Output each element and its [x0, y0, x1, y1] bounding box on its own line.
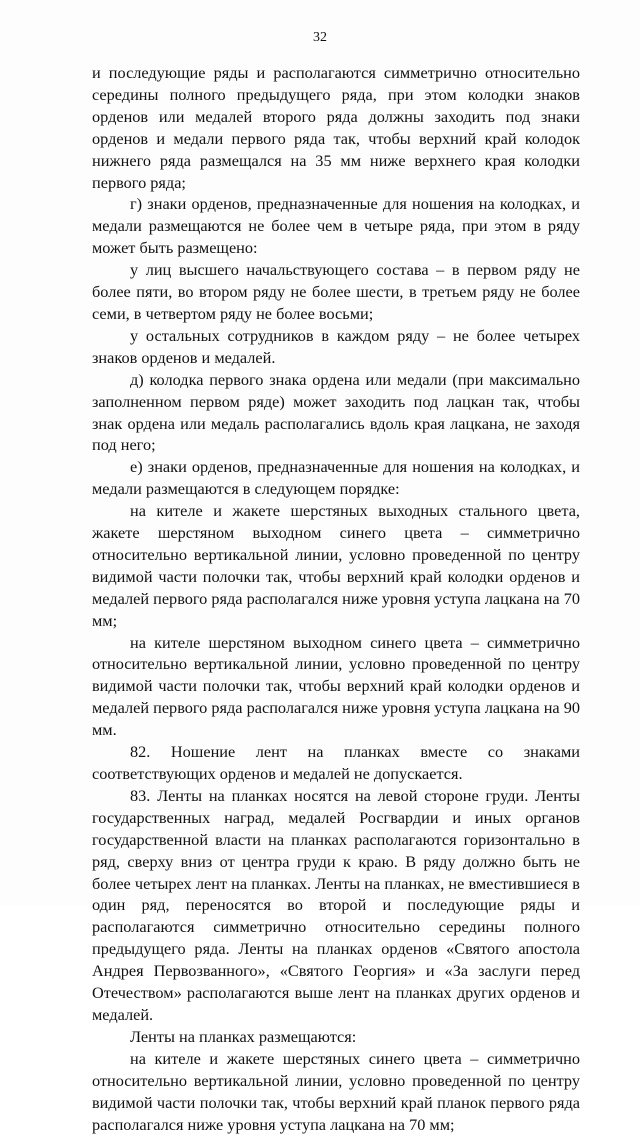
paragraph-item-g: г) знаки орденов, предназначенные для ношения на колодках, и медали размещаются не более чем в четыре ряда, при этом в ряду может быть размещено: — [92, 194, 580, 258]
page-number: 32 — [313, 30, 327, 45]
paragraph-steel-jacket: на кителе и жакете шерстяных выходных стального цвета, жакете шерстяном выходном синего цвета – симметрично относительно вертикальной линии, условно проведенной по центру видимой части полочки так, чтобы верхний край колодки орденов и медалей первого ряда располагался ниже уровня уступа лацкана на 70 мм; — [92, 501, 580, 630]
paragraph-item-83: 83. Ленты на планках носятся на левой стороне груди. Ленты государственных наград, медалей Росгвардии и иных органов государственной власти на планках располагаются горизонтально в ряд, сверху вниз от центра груди к краю. В ряду должно быть не более четырех лент на планках. Ленты на планках, не вместившиеся в один ряд, переносятся во второй и последующие ряды и располагаются симметрично относительно середины полного предыдущего ряда. Ленты на планках орденов «Святого апостола Андрея Первозванного», «Святого Георгия» и «За заслуги перед Отечеством» располагаются выше лент на планках других орденов и медалей. — [92, 785, 580, 1024]
document-body — [92, 62, 580, 1135]
paragraph-senior-staff: у лиц высшего начальствующего состава – в первом ряду не более пяти, во втором ряду не более шести, в третьем ряду не более семи, в четвертом ряду не более восьми; — [92, 260, 580, 323]
paragraph-continuation: и последующие ряды и располагаются симметрично относительно середины полного предыдущего ряда, при этом колодки знаков орденов или медалей второго ряда должны заходить под знаки орденов и медали первого ряда так, чтобы верхний край колодок нижнего ряда размещался на 35 мм ниже верхнего края колодки первого ряда; — [92, 63, 580, 192]
paragraph-ribbons-placement: Ленты на планках размещаются: — [130, 1026, 357, 1046]
paragraph-ribbons-blue-jacket: на кителе и жакете шерстяных синего цвета – симметрично относительно вертикальной линии, условно проведенной по центру видимой части полочки так, чтобы верхний край планок первого ряда располагался ниже уровня уступа лацкана на 70 мм; — [92, 1048, 580, 1134]
paragraph-blue-jacket: на кителе шерстяном выходном синего цвета – симметрично относительно вертикальной линии, условно проведенной по центру видимой части полочки так, чтобы верхний край колодки орденов и медалей первого ряда располагался ниже уровня уступа лацкана на 90 мм. — [92, 632, 580, 740]
paragraph-item-d: д) колодка первого знака ордена или медали (при максимально заполненном первом ряде) может заходить под лацкан так, чтобы знак ордена или медаль располагались вдоль края лацкана, не заходя под него; — [92, 369, 580, 455]
paragraph-item-e: е) знаки орденов, предназначенные для ношения на колодках, и медали размещаются в следующем порядке: — [92, 457, 580, 499]
paragraph-item-82: 82. Ношение лент на планках вместе со знаками соответствующих орденов и медалей не допускается. — [92, 742, 580, 783]
paragraph-other-staff: у остальных сотрудников в каждом ряду – не более четырех знаков орденов и медалей. — [92, 325, 580, 367]
